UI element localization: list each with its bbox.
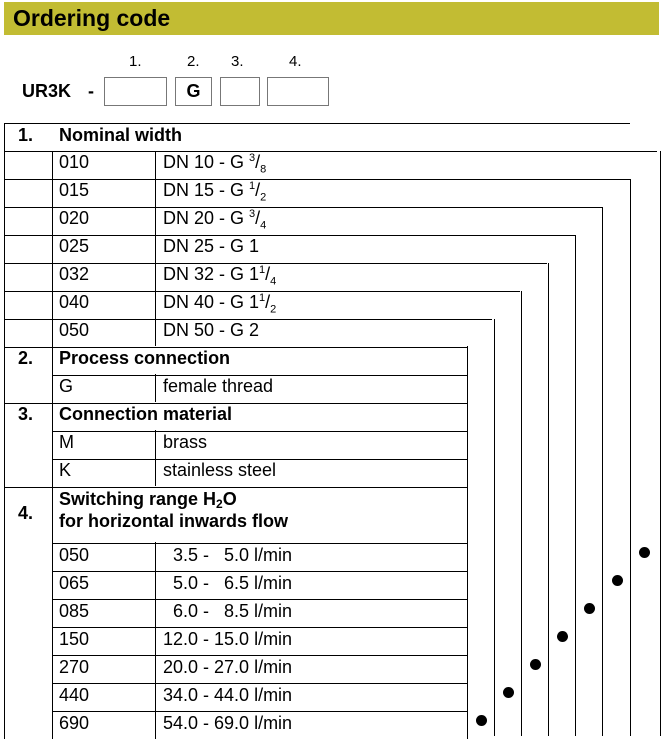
selection-dot	[639, 547, 650, 558]
nominal-width-desc	[163, 264, 277, 288]
table-left-border	[4, 123, 5, 739]
nominal-width-desc	[163, 236, 259, 257]
fraction-denominator: 2	[260, 191, 267, 204]
position-label-2: 2.	[187, 53, 200, 70]
switching-range-desc: 6.0 - 8.5 l/min	[163, 601, 293, 621]
section-title-switching-range	[59, 489, 237, 510]
column-rule	[155, 151, 156, 346]
process-connection-code: G	[59, 376, 74, 396]
connector-line	[630, 179, 631, 736]
nominal-width-desc	[163, 180, 267, 204]
switching-range-code: 150	[59, 629, 90, 649]
switching-range-desc: 20.0 - 27.0 l/min	[163, 657, 293, 677]
row-rule	[52, 543, 467, 544]
switching-range-code: 440	[59, 685, 90, 705]
row-rule	[52, 627, 467, 628]
connection-material-code: M	[59, 432, 74, 452]
code-box-2: G	[175, 77, 212, 106]
fraction-denominator: 4	[260, 219, 267, 232]
row-rule	[52, 683, 467, 684]
selection-dot	[557, 631, 568, 642]
fraction-numerator: 1	[259, 264, 266, 276]
fraction-slash: /	[255, 152, 261, 172]
nominal-width-desc-text: DN 40 - G 1	[163, 292, 260, 312]
switching-title-text: Switching range H	[59, 489, 217, 509]
selection-dot	[503, 687, 514, 698]
nominal-width-code: 032	[59, 264, 90, 284]
fraction-denominator: 4	[270, 275, 277, 288]
connector-line	[494, 319, 495, 736]
column-rule	[52, 151, 53, 739]
switching-range-code: 690	[59, 713, 90, 733]
selection-dot	[530, 659, 541, 670]
connection-material-desc: stainless steel	[163, 460, 277, 480]
prefix-dash: -	[88, 81, 94, 101]
connection-material-code: K	[59, 460, 72, 480]
section-rule	[4, 487, 467, 488]
section-number-2: 2.	[18, 348, 34, 368]
table-right-border	[467, 346, 468, 739]
selection-dot	[612, 575, 623, 586]
selection-dot	[476, 715, 487, 726]
nominal-width-code: 020	[59, 208, 90, 228]
section-number-1: 1.	[18, 125, 34, 145]
nominal-width-desc	[163, 292, 277, 316]
table-top-rule	[4, 123, 630, 124]
fraction-slash: /	[255, 208, 261, 228]
switching-range-desc: 12.0 - 15.0 l/min	[163, 629, 293, 649]
switching-title-text: O	[222, 489, 237, 509]
fraction-numerator: 3	[249, 208, 256, 220]
connector-line	[521, 291, 522, 736]
nominal-width-desc-text: DN 10 - G	[163, 152, 250, 172]
fraction-numerator: 1	[249, 180, 256, 192]
fraction-denominator: 8	[260, 163, 267, 176]
nominal-width-desc-text: DN 15 - G	[163, 180, 250, 200]
page-title: Ordering code	[13, 5, 171, 31]
fraction-numerator: 1	[259, 292, 266, 304]
section-title-process-connection: Process connection	[59, 348, 231, 368]
section-title-nominal-width: Nominal width	[59, 125, 182, 145]
column-rule	[155, 430, 156, 486]
connector-line	[548, 263, 549, 736]
nominal-width-desc-text: DN 50 - G 2	[163, 320, 260, 340]
switching-range-desc: 54.0 - 69.0 l/min	[163, 713, 293, 733]
product-prefix: UR3K	[22, 81, 72, 101]
switching-range-code: 050	[59, 545, 90, 565]
nominal-width-desc	[163, 152, 267, 176]
fraction-numerator: 3	[249, 152, 256, 164]
nominal-width-code: 025	[59, 236, 90, 256]
process-connection-desc: female thread	[163, 376, 274, 396]
switching-range-desc: 34.0 - 44.0 l/min	[163, 685, 293, 705]
switching-range-code: 270	[59, 657, 90, 677]
switching-range-desc: 5.0 - 6.5 l/min	[163, 573, 293, 593]
fraction-slash: /	[265, 292, 271, 312]
connection-material-desc: brass	[163, 432, 208, 452]
column-rule	[155, 542, 156, 739]
row-rule	[52, 655, 467, 656]
switching-range-code: 085	[59, 601, 90, 621]
row-rule	[52, 599, 467, 600]
connector-line	[602, 207, 603, 736]
nominal-width-desc-text: DN 20 - G	[163, 208, 250, 228]
title-bar	[4, 2, 659, 35]
fraction-slash: /	[255, 180, 261, 200]
code-box-3	[220, 77, 260, 106]
position-label-1: 1.	[129, 53, 142, 70]
connector-line	[575, 235, 576, 736]
connector-line	[660, 151, 661, 736]
position-label-4: 4.	[289, 53, 302, 70]
nominal-width-desc-text: DN 25 - G 1	[163, 236, 260, 256]
row-rule	[52, 431, 467, 432]
switching-range-code: 065	[59, 573, 90, 593]
row-rule	[52, 711, 467, 712]
nominal-width-code: 050	[59, 320, 90, 340]
code-box-1	[104, 77, 167, 106]
section-number-3: 3.	[18, 404, 34, 424]
nominal-width-desc	[163, 320, 259, 341]
nominal-width-code: 040	[59, 292, 90, 312]
section-subtitle-flow: for horizontal inwards flow	[59, 511, 288, 531]
nominal-width-code: 015	[59, 180, 90, 200]
row-rule	[52, 571, 467, 572]
section-title-connection-material: Connection material	[59, 404, 233, 424]
nominal-width-desc-text: DN 32 - G 1	[163, 264, 260, 284]
selection-dot	[584, 603, 595, 614]
position-label-3: 3.	[231, 53, 244, 70]
code-box-4	[267, 77, 329, 106]
section-number-4: 4.	[18, 503, 34, 523]
switching-range-desc: 3.5 - 5.0 l/min	[163, 545, 293, 565]
subscript-2: 2	[216, 497, 223, 511]
nominal-width-desc	[163, 208, 267, 232]
fraction-denominator: 2	[270, 303, 277, 316]
nominal-width-code: 010	[59, 152, 90, 172]
fraction-slash: /	[265, 264, 271, 284]
column-rule	[155, 374, 156, 402]
